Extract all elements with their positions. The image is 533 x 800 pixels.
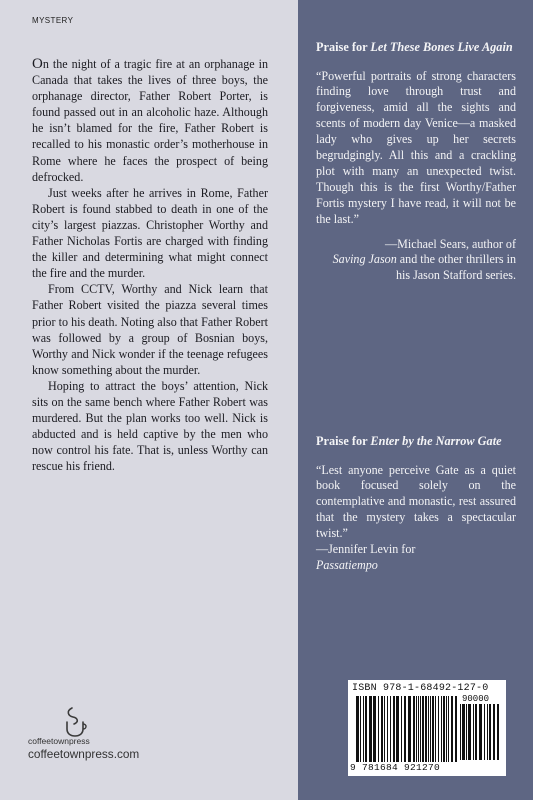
barcode-bar [468,704,471,760]
barcode-bar [430,696,431,762]
praise-1-heading [316,40,516,56]
barcode-bar [390,696,391,762]
barcode-bar [484,704,485,760]
barcode-bar [435,696,436,762]
barcode-bar [363,696,364,762]
barcode-bar [418,696,419,762]
barcode-bar [365,696,367,762]
praise-2-heading [316,434,516,450]
barcode-bar [401,696,402,762]
barcode-bar [475,704,477,760]
praise-1-quote: “Powerful portraits of strong characters finding love through trust and forgiveness, amid all the sights and scents of modern day Venice—a masked lady who gives up her secrets begrudgingly. All this and a crackling plot with many an unexpected twist. Though this is the first Worthy/Father Fortis mystery I have read, it will not be the last.” [316,68,516,226]
praise-2-attribution-publication: Passatiempo [316,557,378,572]
publisher-name: coffeetownpress [28,736,90,746]
coffee-cup-swirl-icon [58,705,92,739]
ean13-bars [356,696,458,762]
synopsis-paragraph-1 [32,56,268,185]
barcode-bar [384,696,385,762]
synopsis-paragraph-1-text: n the night of a tragic fire at an orphanage in Canada that takes the lives of three boys, the orphanage director, Father Robert Porter, is found passed out in an alcoholic haze. Although he isn’t blamed for the fire, Father Robert is recalled to his monastic order’s motherhouse in Rome where he faces the prospect of being defrocked. [32,57,268,184]
publisher-url: coffeetownpress.com [28,747,140,761]
barcode-bar [451,696,453,762]
barcode-bar [416,696,417,762]
barcode-bar [420,696,421,762]
barcode-bar [428,696,429,762]
ean-digits: 9 781684 921270 [350,762,441,773]
praise-1-attribution-rest: and the other thrillers in his Jason Stafford series. [395,252,516,283]
isbn-barcode [348,680,506,776]
barcode-bar [404,696,406,762]
barcode-bar [448,696,449,762]
synopsis-paragraph-2: Just weeks after he arrives in Rome, Father Robert is found stabbed to death in one of the city’s largest piazzas. Christopher Worthy and Father Nicholas Fortis are charged with finding the killer and determining what might connect the fire and the murder. [32,185,268,281]
praise-block-2 [316,434,516,574]
praise-1-attribution-book: Saving Jason [332,252,397,267]
barcode-bar [441,696,442,762]
barcode-bar [369,696,372,762]
barcode-bar [479,704,482,760]
barcode-bar [489,704,491,760]
barcode-bar [446,696,447,762]
isbn-text: ISBN 978-1-68492-127-0 [352,683,489,694]
barcode-bar [455,696,457,762]
barcode-bar [378,696,379,762]
barcode-bar [373,696,376,762]
praise-block-1 [316,40,516,284]
barcode-bar [432,696,434,762]
barcode-bar [443,696,445,762]
barcode-bar [408,696,411,762]
praise-2-attribution [316,542,516,574]
barcode-bar [360,696,361,762]
barcode-bar [393,696,395,762]
barcode-bar [387,696,388,762]
price-addon-bars [460,704,502,760]
barcode-bar [466,704,467,760]
synopsis-paragraph-4: Hoping to attract the boys’ attention, Nick sits on the same bench where Father Robert was murdered. But the plan works too well. Nick is abducted and is held captive by the men who now control his fate. That is, unless Worthy can rescue his friend. [32,378,268,474]
synopsis-paragraph-3: From CCTV, Worthy and Nick learn that Father Robert visited the piazza several times prior to his death. Noting also that Father Robert was followed by a group of Bosnian boys, Worthy and Nick wonder if the teenage refugees know something about the murder. [32,282,268,377]
barcode-bar [462,704,465,760]
barcode-bar [396,696,399,762]
barcode-bar [497,704,499,760]
barcode-bar [473,704,474,760]
barcode-bar [438,696,439,762]
praise-2-attribution-author: —Jennifer Levin for [316,542,416,557]
barcode-bar [425,696,427,762]
praise-2-quote: “Lest anyone perceive Gate as a quiet book focused solely on the contemplative and monastic, rest assured that the mystery takes a spectacular twist.” [316,462,516,541]
synopsis [32,56,268,474]
praise-1-attribution [316,237,516,285]
drop-cap: O [32,56,43,72]
barcode-bar [493,704,495,760]
praise-1-attribution-author: —Michael Sears, author of [385,236,516,251]
barcode-bar [356,696,359,762]
barcode-bar [381,696,383,762]
genre-label: MYSTERY [32,16,74,25]
praise-1-heading-prefix: Praise for [316,40,371,54]
barcode-bar [413,696,415,762]
praise-1-book-title: Let These Bones Live Again [370,40,513,54]
price-code: 90000 [462,694,490,704]
barcode-bar [422,696,424,762]
praise-2-book-title: Enter by the Narrow Gate [370,434,502,448]
praise-2-heading-prefix: Praise for [316,434,371,448]
barcode-bar [487,704,488,760]
barcode-bar [460,704,461,760]
